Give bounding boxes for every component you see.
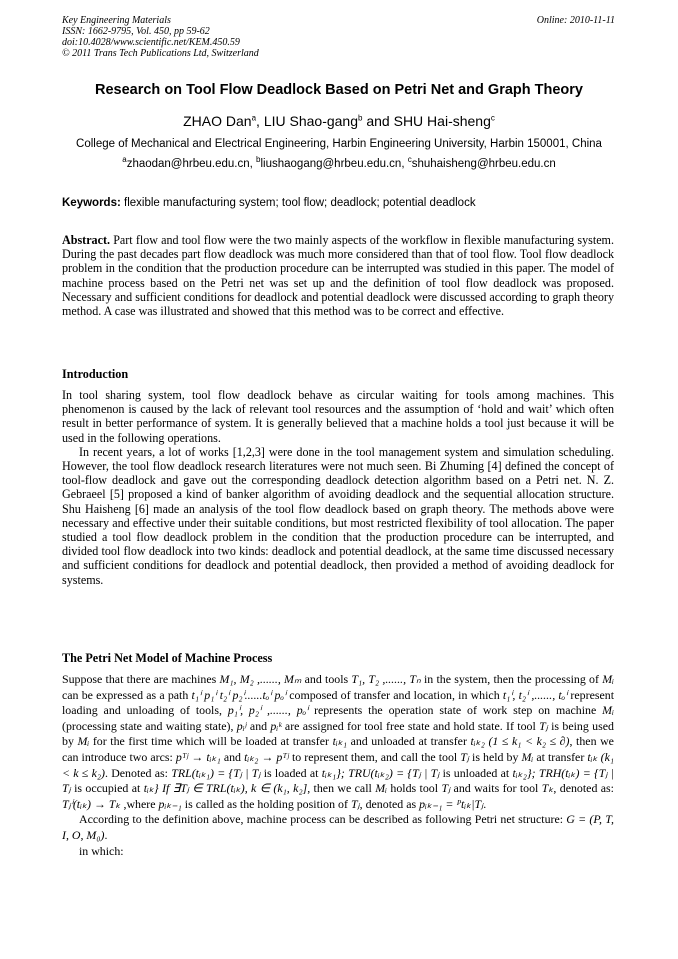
math-machines: M₁, M₂ ,......, Mₘ: [219, 672, 302, 686]
author-2: LIU Shao-gang: [263, 113, 359, 129]
emails: [0, 155, 678, 170]
keywords-label: Keywords:: [62, 197, 121, 209]
email-3-sup: c: [407, 155, 412, 165]
email-1[interactable]: zhaodan@hrbeu.edu.cn,: [126, 158, 253, 170]
abstract-label: Abstract.: [62, 233, 111, 247]
author-2-sup: b: [358, 113, 363, 123]
intro-paragraph-1: In tool sharing system, tool flow deadlock behave as circular waiting for tools among machines. This phenomenon is caused by the lack of relevant tool resources and the assumption of ‘hold and wait’ which often result in better performance of system. It is generally believed that a machine holds a tool just because it will be used in the following operations.: [62, 388, 614, 445]
math-mi: Mᵢ: [602, 672, 614, 686]
paper-title: Research on Tool Flow Deadlock Based on Petri Net and Graph Theory: [95, 82, 583, 98]
intro-paragraph-2: In recent years, a lot of works [1,2,3] were done in the tool management system and simulation scheduling. However, the tool flow deadlock research literatures were not much seen. Bi Zhuming [4] defined the concept of tool-flow deadlock and gave out the corresponding deadlock detection algorithm based on a Petri net. N. Z. Gebraeel [5] proposed a kind of banker algorithm of avoiding deadlock and the sequential allocation structure. Shu Haisheng [6] made an analysis of the tool flow deadlock based on graph theory. The methods above were necessary and effective under their suitable conditions, but most restricted flexibility of tool allocation. The paper studied a tool flow deadlock problem in the condition that the production procedure can be interrupted, and divided tool flow deadlock into two kinds: deadlock and potential deadlock, at the same time discussed necessary and sufficient conditions for deadlock and potential deadlock, then provided a method of avoiding deadlock for systems.: [62, 444, 614, 587]
abstract-text: Part flow and tool flow were the two mainly aspects of the workflow in flexible manufacturing system. During the past decades part flow deadlock was much more considered than that of tool flow. Tool flow deadlock problem in the condition that the production procedure can be interrupted was studied in this paper. The model of machine process based on the Petri net was set up and the definition of tool flow deadlock was proposed. Necessary and sufficient conditions for deadlock and potential deadlock were discussed according to graph theory method. A case was illustrated and showed that this method was to be correct and effective.: [62, 233, 614, 319]
petri-paragraph-2: According to the definition above, machine process can be described as following Petri net structure: G = (P, T, I, O, M₀).: [62, 812, 614, 842]
journal-name: Key Engineering Materials: [62, 15, 171, 26]
authors: ZHAO Dan$^a$, LIU Shao-gang$^b$ and SHU Hai-sheng$^c$: [183, 113, 495, 129]
issn: ISSN: 1662-9795, Vol. 450, pp 59-62: [62, 26, 210, 37]
author-1: ZHAO Dan: [183, 113, 252, 129]
journal-metadata: [62, 15, 259, 59]
author-3-sup: c: [490, 113, 495, 123]
author-1-sup: a: [251, 113, 257, 123]
email-2-sup: b: [256, 155, 261, 165]
keywords-text: flexible manufacturing system; tool flow; deadlock; potential deadlock: [124, 197, 476, 209]
doi: doi:10.4028/www.scientific.net/KEM.450.59: [62, 37, 240, 48]
copyright: © 2011 Trans Tech Publications Ltd, Switzerland: [62, 48, 259, 59]
petri-heading: The Petri Net Model of Machine Process: [62, 651, 273, 665]
affiliation: College of Mechanical and Electrical Engineering, Harbin Engineering University, Harbin 150001, China: [76, 138, 602, 150]
abstract: [62, 233, 614, 318]
intro-body: [62, 388, 614, 587]
petri-body: [62, 672, 614, 859]
author-3: and SHU Hai-sheng: [366, 113, 491, 129]
math-petri-structure: G = (P, T, I, O, M₀): [62, 812, 614, 842]
email-2[interactable]: liushaogang@hrbeu.edu.cn,: [260, 158, 405, 170]
petri-paragraph-1: Suppose that there are machines M₁, M₂ ,......, Mₘ and tools T₁, T₂ ,......, Tₙ in the system, then the processing of Mᵢ can be expressed as a path t₁ⁱ p₁ⁱ t₂ⁱ p₂ⁱ......tₒⁱ pₒⁱ composed of transfer and location, in which t₁ⁱ, t₂ⁱ ,......, tₒⁱ represent loading and unloading of tools, p₁ⁱ, p₂ⁱ ,......, pₒⁱ represents the operation state of work step on machine Mᵢ (processing state and waiting state), pᵢʲ and pᵢᵏ are assigned for tool free state and hold state. If tool Tⱼ is being used by Mᵢ for the first time which will be loaded at transfer tᵢₖ₁ and unloaded at transfer tᵢₖ₂ (1 ≤ k₁ < k₂ ≤ ∂), then we can introduce two arcs: pᵀʲ → tᵢₖ₁ and tᵢₖ₂ → pᵀʲ to represent them, and call the tool Tⱼ is held by Mᵢ at transfer tᵢₖ (k₁ < k ≤ k₂). Denoted as: TRL(tᵢₖ₁) = {Tⱼ | Tⱼ is loaded at tᵢₖ₁}; TRU(tᵢₖ₂) = {Tⱼ | Tⱼ is unloaded at tᵢₖ₂}; TRH(tᵢₖ) = {Tⱼ | Tⱼ is occupied at tᵢₖ} If ∃Tⱼ ∈ TRL(tᵢₖ), k ∈ (k₁, k₂], then we call Mᵢ holds tool Tⱼ and waits for tool Tₖ, denoted as: Tⱼⁱ(tᵢₖ) → Tₖ ,where pᵢₖ₋₁ is called as the holding position of Tⱼ, denoted as pᵢₖ₋₁ = ᴾtᵢₖ|Tⱼ.: [62, 672, 615, 811]
email-1-sup: a: [122, 155, 127, 165]
keywords: [62, 197, 476, 209]
math-transfers: t₁ⁱ, t₂ⁱ ,......, tₒⁱ: [502, 687, 568, 702]
email-3[interactable]: shuhaisheng@hrbeu.edu.cn: [411, 158, 556, 170]
math-locations: p₁ⁱ, p₂ⁱ ,......, pₒⁱ: [227, 703, 309, 718]
online-date: Online: 2010-11-11: [536, 15, 615, 26]
math-path: t₁ⁱ p₁ⁱ t₂ⁱ p₂ⁱ......tₒⁱ pₒⁱ: [191, 687, 287, 702]
math-tools: T₁, T₂ ,......, Tₙ: [351, 672, 421, 686]
intro-heading: Introduction: [62, 367, 129, 381]
petri-paragraph-3: in which:: [79, 843, 124, 858]
